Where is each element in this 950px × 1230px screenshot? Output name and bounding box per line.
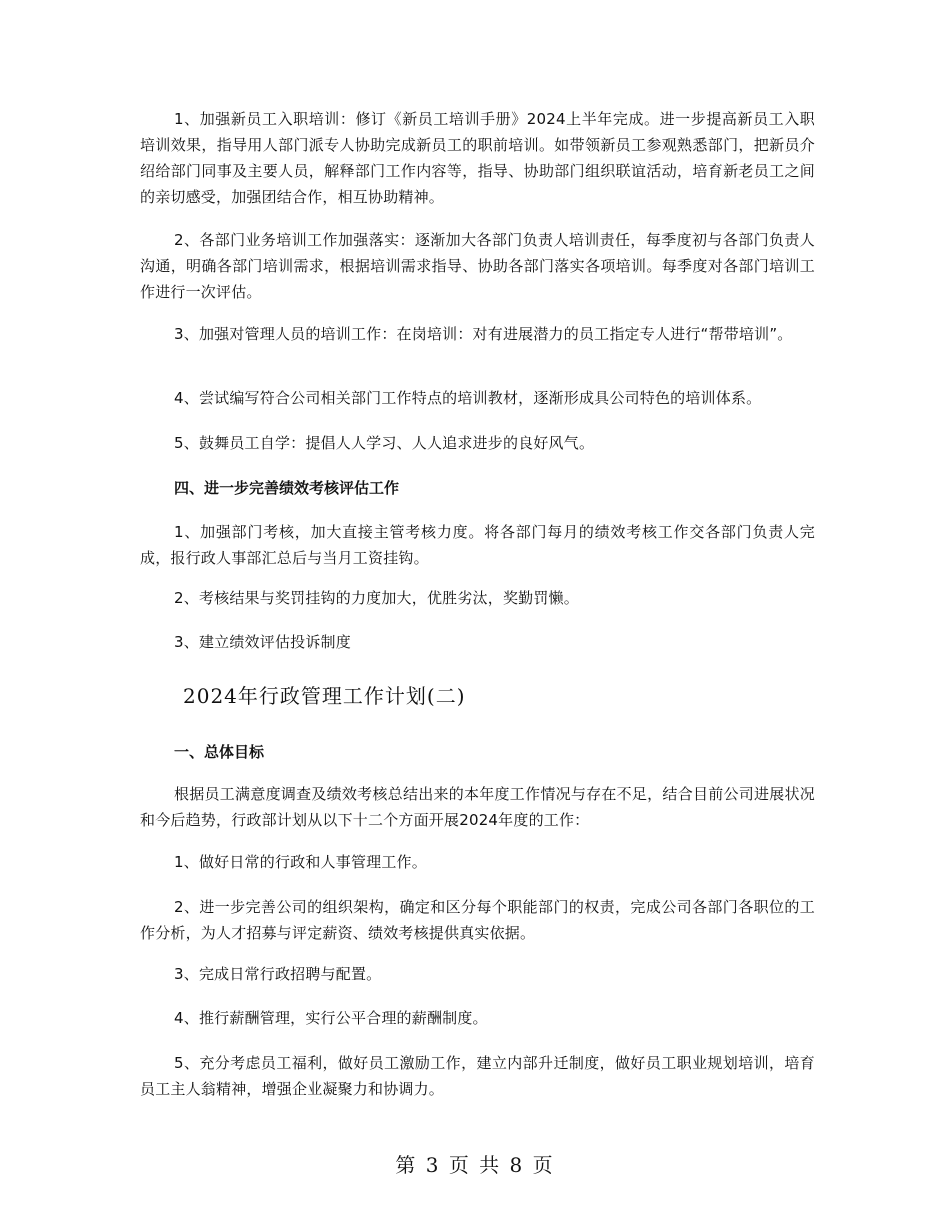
paragraph-p1-item-5: 5、充分考虑员工福利，做好员工激励工作，建立内部升迁制度，做好员工职业规划培训，培育员工主人翁精神，增强企业凝聚力和协调力。 — [140, 1054, 815, 1098]
paragraph-s3-item-3: 3、加强对管理人员的培训工作：在岗培训：对有进展潜力的员工指定专人进行“帮带培训”。 — [174, 325, 793, 343]
part-one-heading: 一、总体目标 — [174, 743, 265, 761]
paragraph-p1-item-4: 4、推行薪酬管理，实行公平合理的薪酬制度。 — [174, 1009, 488, 1027]
paragraph-p1-item-1: 1、做好日常的行政和人事管理工作。 — [174, 853, 427, 871]
paragraph-s3-item-1: 1、加强新员工入职培训：修订《新员工培训手册》2024上半年完成。进一步提高新员工入职培训效果，指导用人部门派专人协助完成新员工的职前培训。如带领新员工参观熟悉部门，把新员介绍给部门同事及主要人员，解释部门工作内容等，指导、协助部门组织联谊活动，培育新老员工之间的亲切感受，加强团结合作，相互协助精神。 — [140, 110, 815, 206]
paragraph-s3-item-4: 4、尝试编写符合公司相关部门工作特点的培训教材，逐渐形成具公司特色的培训体系。 — [174, 389, 762, 407]
paragraph-s3-item-2: 2、各部门业务培训工作加强落实：逐渐加大各部门负责人培训责任，每季度初与各部门负责人沟通，明确各部门培训需求，根据培训需求指导、协助各部门落实各项培训。每季度对各部门培训工作进行一次评估。 — [140, 231, 815, 301]
paragraph-s4-item-1: 1、加强部门考核，加大直接主管考核力度。将各部门每月的绩效考核工作交各部门负责人完成，报行政人事部汇总后与当月工资挂钩。 — [140, 523, 815, 567]
page-number-footer: 第 3 页 共 8 页 — [395, 1153, 555, 1177]
paragraph-p1-item-2: 2、进一步完善公司的组织架构，确定和区分每个职能部门的权责，完成公司各部门各职位的工作分析，为人才招募与评定薪资、绩效考核提供真实依据。 — [140, 898, 815, 942]
document-title: 2024年行政管理工作计划(二) — [183, 684, 466, 708]
paragraph-s4-item-2: 2、考核结果与奖罚挂钩的力度加大，优胜劣汰，奖勤罚懒。 — [174, 589, 579, 607]
paragraph-intro: 根据员工满意度调查及绩效考核总结出来的本年度工作情况与存在不足，结合目前公司进展状况和今后趋势，行政部计划从以下十二个方面开展2024年度的工作： — [140, 785, 815, 829]
paragraph-p1-item-3: 3、完成日常行政招聘与配置。 — [174, 965, 382, 983]
section-four-heading: 四、进一步完善绩效考核评估工作 — [174, 479, 400, 497]
paragraph-s4-item-3: 3、建立绩效评估投诉制度 — [174, 633, 351, 651]
paragraph-s3-item-5: 5、鼓舞员工自学：提倡人人学习、人人追求进步的良好风气。 — [174, 434, 595, 452]
